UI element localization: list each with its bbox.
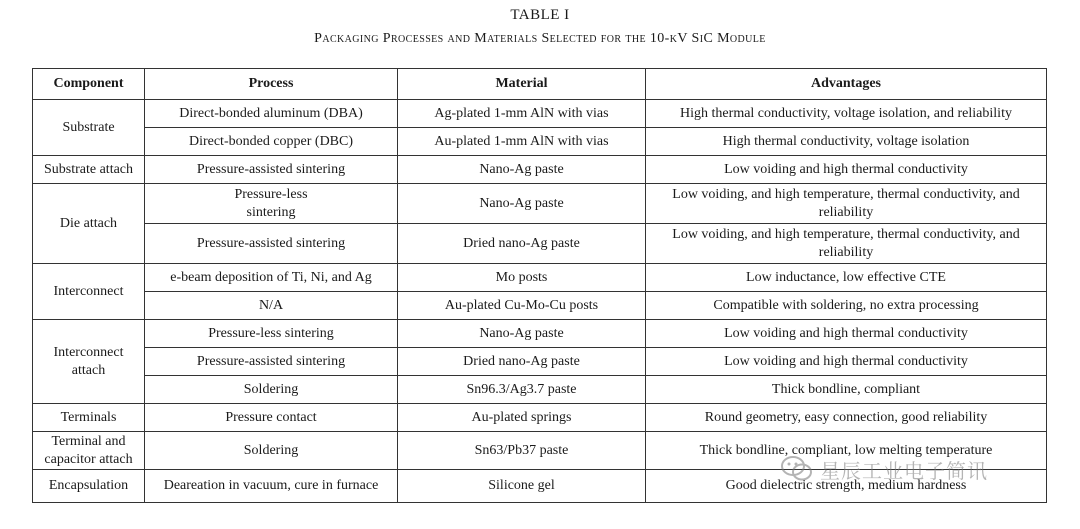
process-cell: Direct-bonded copper (DBC) — [145, 128, 398, 156]
process-cell: Pressure-assisted sintering — [145, 224, 398, 264]
advantages-cell: Low voiding and high thermal conductivity — [646, 320, 1047, 348]
material-cell: Au-plated 1-mm AlN with vias — [398, 128, 646, 156]
advantages-cell: Thick bondline, compliant — [646, 376, 1047, 404]
process-line: Pressure-less — [234, 186, 308, 202]
advantages-cell: Low voiding, and high temperature, thermal conductivity, and reliability — [646, 224, 1047, 264]
component-cell: Substrate — [33, 100, 145, 156]
advantages-cell: Low voiding and high thermal conductivity — [646, 348, 1047, 376]
process-cell: N/A — [145, 292, 398, 320]
component-cell: Interconnect — [33, 264, 145, 320]
component-cell: Die attach — [33, 184, 145, 264]
process-cell: Pressure contact — [145, 404, 398, 432]
advantages-cell: High thermal conductivity, voltage isolation, and reliability — [646, 100, 1047, 128]
material-cell: Dried nano-Ag paste — [398, 224, 646, 264]
table-row — [33, 320, 1047, 348]
table-label: TABLE I — [510, 7, 570, 23]
table-row — [33, 100, 1047, 128]
component-line: Terminal and — [51, 433, 126, 449]
table-title: Packaging Processes and Materials Selected for the 10-kV SiC Module — [314, 31, 766, 46]
wechat-icon — [780, 454, 814, 484]
material-cell: Dried nano-Ag paste — [398, 348, 646, 376]
material-cell: Nano-Ag paste — [398, 184, 646, 224]
component-cell: Terminals — [33, 404, 145, 432]
process-cell: Pressure-less sintering — [145, 320, 398, 348]
table-row — [33, 224, 1047, 264]
process-cell: Pressure-assisted sintering — [145, 348, 398, 376]
table-row — [33, 264, 1047, 292]
header-material: Material — [398, 69, 646, 100]
process-cell: Deareation in vacuum, cure in furnace — [145, 470, 398, 503]
materials-table — [32, 68, 1047, 503]
watermark — [780, 449, 1050, 489]
material-cell: Silicone gel — [398, 470, 646, 503]
component-cell — [33, 432, 145, 470]
advantages-cell: Compatible with soldering, no extra processing — [646, 292, 1047, 320]
table-row — [33, 292, 1047, 320]
process-cell: Soldering — [145, 376, 398, 404]
table-row — [33, 376, 1047, 404]
header-advantages: Advantages — [646, 69, 1047, 100]
material-cell: Sn63/Pb37 paste — [398, 432, 646, 470]
material-cell: Au-plated Cu-Mo-Cu posts — [398, 292, 646, 320]
component-line: capacitor attach — [44, 451, 133, 467]
advantages-cell: High thermal conductivity, voltage isolation — [646, 128, 1047, 156]
material-cell: Au-plated springs — [398, 404, 646, 432]
process-cell — [145, 184, 398, 224]
process-cell: Direct-bonded aluminum (DBA) — [145, 100, 398, 128]
header-component: Component — [33, 69, 145, 100]
table-row — [33, 128, 1047, 156]
material-cell: Sn96.3/Ag3.7 paste — [398, 376, 646, 404]
component-line: attach — [71, 362, 106, 378]
component-cell: Substrate attach — [33, 156, 145, 184]
material-cell: Nano-Ag paste — [398, 156, 646, 184]
advantages-cell: Low voiding and high thermal conductivity — [646, 156, 1047, 184]
component-cell: Encapsulation — [33, 470, 145, 503]
advantages-cell: Good dielectric strength, medium hardness — [646, 470, 1047, 503]
process-line: sintering — [246, 204, 296, 220]
advantages-cell: Thick bondline, compliant, low melting temperature — [646, 432, 1047, 470]
table-row — [33, 156, 1047, 184]
header-process: Process — [145, 69, 398, 100]
material-cell: Ag-plated 1-mm AlN with vias — [398, 100, 646, 128]
component-cell — [33, 320, 145, 404]
process-cell: Soldering — [145, 432, 398, 470]
table-header-row — [33, 69, 1047, 100]
process-cell: e-beam deposition of Ti, Ni, and Ag — [145, 264, 398, 292]
watermark-text: 星辰工业电子简讯 — [820, 458, 988, 483]
advantages-cell: Low voiding, and high temperature, thermal conductivity, and reliability — [646, 184, 1047, 224]
table-row — [33, 348, 1047, 376]
component-line: Interconnect — [53, 344, 124, 360]
advantages-cell: Round geometry, easy connection, good reliability — [646, 404, 1047, 432]
material-cell: Nano-Ag paste — [398, 320, 646, 348]
material-cell: Mo posts — [398, 264, 646, 292]
table-row — [33, 404, 1047, 432]
advantages-cell: Low inductance, low effective CTE — [646, 264, 1047, 292]
process-cell: Pressure-assisted sintering — [145, 156, 398, 184]
table-row — [33, 184, 1047, 224]
